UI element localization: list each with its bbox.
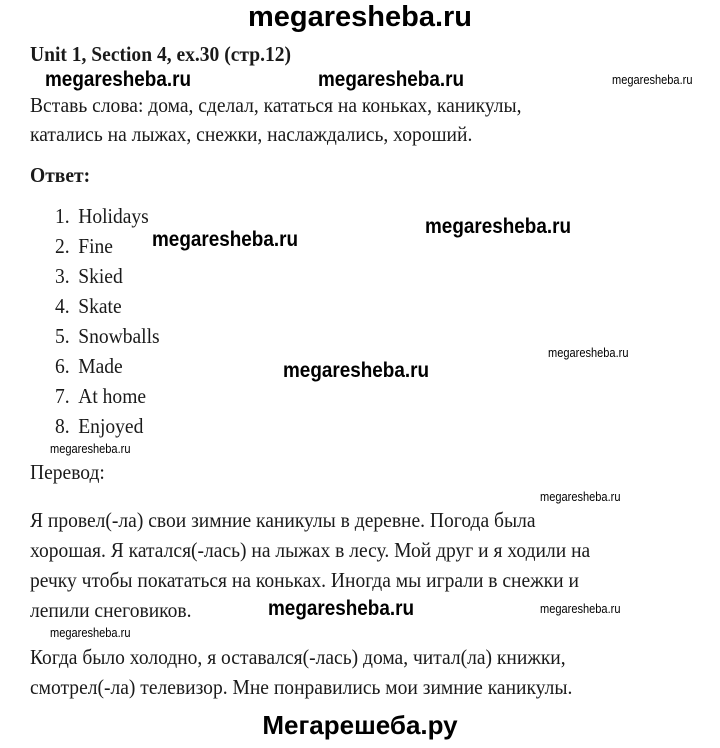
item-number: 2. bbox=[55, 234, 70, 258]
answer-item bbox=[55, 324, 160, 348]
watermark: megaresheba.ru bbox=[50, 625, 131, 640]
item-number: 7. bbox=[55, 384, 70, 408]
item-text: Snowballs bbox=[78, 324, 160, 348]
item-text: Holidays bbox=[78, 204, 149, 228]
answer-item bbox=[55, 384, 146, 408]
item-text: Skate bbox=[78, 294, 122, 318]
translation-label: Перевод: bbox=[30, 460, 105, 484]
watermark: megaresheba.ru bbox=[318, 68, 465, 91]
item-text: Made bbox=[78, 354, 123, 378]
translation-line: Я провел(-ла) свои зимние каникулы в деревне. Погода была bbox=[30, 508, 536, 532]
answer-item bbox=[55, 234, 113, 258]
item-number: 6. bbox=[55, 354, 70, 378]
watermark: megaresheba.ru bbox=[548, 345, 629, 360]
task-line: Вставь слова: дома, сделал, кататься на коньках, каникулы, bbox=[30, 93, 522, 117]
item-number: 8. bbox=[55, 414, 70, 438]
translation-line: смотрел(-ла) телевизор. Мне понравились мои зимние каникулы. bbox=[30, 675, 573, 699]
translation-line: хорошая. Я катался(-лась) на лыжах в лесу. Мой друг и я ходили на bbox=[30, 538, 591, 562]
watermark: megaresheba.ru bbox=[540, 601, 621, 616]
site-header: megaresheba.ru bbox=[247, 1, 473, 33]
answer-label: Ответ: bbox=[30, 163, 91, 187]
translation-line: Когда было холодно, я оставался(-лась) дома, читал(ла) книжки, bbox=[30, 645, 566, 669]
watermark: megaresheba.ru bbox=[425, 215, 572, 238]
item-number: 1. bbox=[55, 204, 70, 228]
watermark: megaresheba.ru bbox=[45, 68, 192, 91]
answer-item bbox=[55, 264, 123, 288]
item-number: 5. bbox=[55, 324, 70, 348]
answer-item bbox=[55, 414, 143, 438]
item-number: 3. bbox=[55, 264, 70, 288]
answer-item bbox=[55, 354, 123, 378]
site-footer: Мегарешеба.ру bbox=[262, 710, 458, 740]
watermark: megaresheba.ru bbox=[268, 597, 415, 620]
task-line: катались на лыжах, снежки, наслаждались, хороший. bbox=[30, 122, 473, 146]
watermark: megaresheba.ru bbox=[50, 441, 131, 456]
watermark: megaresheba.ru bbox=[540, 489, 621, 504]
item-text: Enjoyed bbox=[78, 414, 144, 438]
answer-item bbox=[55, 294, 122, 318]
item-text: At home bbox=[78, 384, 147, 408]
item-number: 4. bbox=[55, 294, 70, 318]
item-text: Skied bbox=[78, 264, 123, 288]
translation-line: лепили снеговиков. bbox=[30, 598, 192, 622]
watermark: megaresheba.ru bbox=[612, 72, 693, 87]
translation-line: речку чтобы покататься на коньках. Иногда мы играли в снежки и bbox=[30, 568, 579, 592]
watermark: megaresheba.ru bbox=[152, 228, 299, 251]
exercise-title: Unit 1, Section 4, ex.30 (стр.12) bbox=[30, 42, 291, 66]
item-text: Fine bbox=[78, 234, 113, 258]
watermark: megaresheba.ru bbox=[283, 359, 430, 382]
answer-item bbox=[55, 204, 149, 228]
